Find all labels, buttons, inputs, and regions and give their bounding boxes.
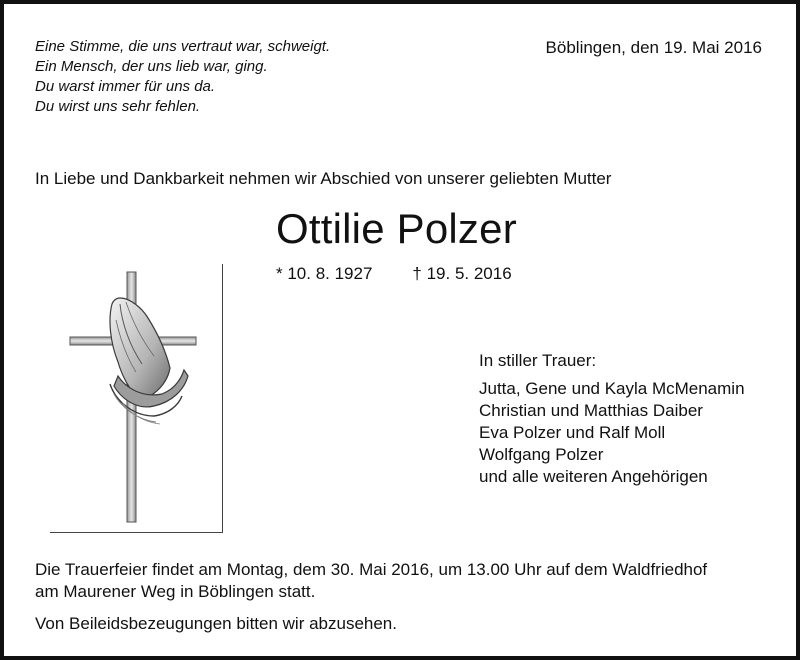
birth-date: * 10. 8. 1927	[276, 264, 373, 283]
mourner-name: Eva Polzer und Ralf Moll	[479, 423, 666, 442]
ceremony-line: Die Trauerfeier findet am Montag, dem 30. Mai 2016, um 13.00 Uhr auf dem Waldfriedhof	[35, 560, 708, 579]
poem	[35, 37, 330, 117]
intro-text: In Liebe und Dankbarkeit nehmen wir Abschied von unserer geliebten Mutter	[35, 169, 612, 188]
cross-illustration	[50, 264, 223, 533]
mourner-name: und alle weiteren Angehörigen	[479, 467, 708, 486]
poem-line: Du wirst uns sehr fehlen.	[35, 98, 201, 115]
mourners-block	[479, 350, 745, 488]
ceremony-info	[35, 559, 707, 603]
place-and-date: Böblingen, den 19. Mai 2016	[545, 38, 762, 57]
mourners-heading: In stiller Trauer:	[479, 351, 597, 370]
mourner-name: Jutta, Gene und Kayla McMenamin	[479, 379, 745, 398]
mourner-name: Wolfgang Polzer	[479, 445, 604, 464]
poem-line: Ein Mensch, der uns lieb war, ging.	[35, 58, 268, 75]
cross-with-praying-hands-icon	[50, 264, 222, 532]
mourner-name: Christian und Matthias Daiber	[479, 401, 703, 420]
death-date: † 19. 5. 2016	[412, 264, 512, 283]
ceremony-line: am Maurener Weg in Böblingen statt.	[35, 582, 316, 601]
condolence-note: Von Beileidsbezeugungen bitten wir abzusehen.	[35, 614, 397, 633]
poem-line: Du warst immer für uns da.	[35, 78, 216, 95]
poem-line: Eine Stimme, die uns vertraut war, schweigt.	[35, 38, 331, 55]
deceased-name: Ottilie Polzer	[276, 205, 517, 252]
life-dates	[276, 263, 512, 285]
